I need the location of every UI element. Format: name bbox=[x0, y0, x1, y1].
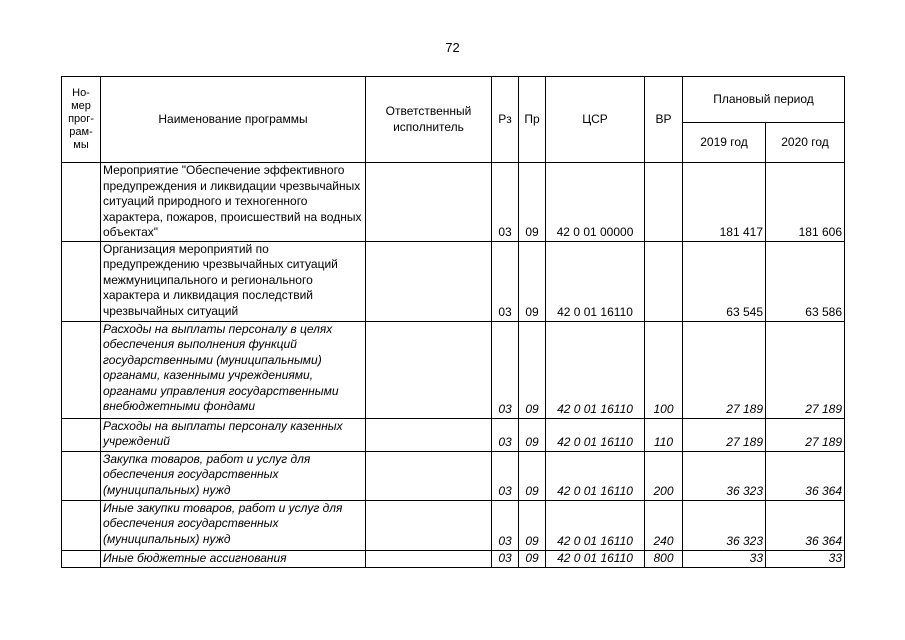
csr-cell: 42 0 01 16110 bbox=[546, 321, 645, 418]
amount-2020-cell: 181 606 bbox=[766, 163, 845, 242]
program-name-cell: Организация мероприятий по предупреждению чрезвычайных ситуаций межмуниципального и регионального характера и ликвидация последствий чрезвычайных ситуаций bbox=[101, 241, 366, 321]
program-name-cell: Иные закупки товаров, работ и услуг для обеспечения государственных (муниципальных) нужд bbox=[101, 500, 366, 550]
amount-2019-cell: 36 323 bbox=[683, 451, 766, 500]
amount-2019-cell: 63 545 bbox=[683, 241, 766, 321]
program-name-cell: Иные бюджетные ассигнования bbox=[101, 550, 366, 567]
amount-2019-cell: 181 417 bbox=[683, 163, 766, 242]
vr-cell: 110 bbox=[645, 418, 683, 451]
vr-cell: 800 bbox=[645, 550, 683, 567]
amount-2020-cell: 36 364 bbox=[766, 500, 845, 550]
rz-cell: 03 bbox=[492, 163, 519, 242]
rz-cell: 03 bbox=[492, 550, 519, 567]
header-pr: Пр bbox=[519, 77, 546, 163]
pr-cell: 09 bbox=[519, 241, 546, 321]
program-number-cell bbox=[62, 451, 101, 500]
amount-2020-cell: 36 364 bbox=[766, 451, 845, 500]
vr-cell: 100 bbox=[645, 321, 683, 418]
amount-2019-cell: 36 323 bbox=[683, 500, 766, 550]
amount-2020-cell: 27 189 bbox=[766, 418, 845, 451]
header-executor: Ответственный исполнитель bbox=[366, 77, 492, 163]
page-number: 72 bbox=[445, 40, 460, 55]
header-vr: ВР bbox=[645, 77, 683, 163]
csr-cell: 42 0 01 00000 bbox=[546, 163, 645, 242]
executor-cell bbox=[366, 550, 492, 567]
table-row bbox=[62, 451, 845, 500]
executor-cell bbox=[366, 418, 492, 451]
pr-cell: 09 bbox=[519, 500, 546, 550]
program-name-cell: Закупка товаров, работ и услуг для обеспечения государственных (муниципальных) нужд bbox=[101, 451, 366, 500]
program-number-cell bbox=[62, 550, 101, 567]
header-year-2020: 2020 год bbox=[766, 123, 845, 163]
vr-cell bbox=[645, 241, 683, 321]
executor-cell bbox=[366, 241, 492, 321]
csr-cell: 42 0 01 16110 bbox=[546, 500, 645, 550]
vr-cell: 240 bbox=[645, 500, 683, 550]
vr-cell bbox=[645, 163, 683, 242]
amount-2020-cell: 63 586 bbox=[766, 241, 845, 321]
table-row bbox=[62, 550, 845, 567]
vr-cell: 200 bbox=[645, 451, 683, 500]
executor-cell bbox=[366, 500, 492, 550]
program-number-cell bbox=[62, 321, 101, 418]
amount-2020-cell: 27 189 bbox=[766, 321, 845, 418]
csr-cell: 42 0 01 16110 bbox=[546, 451, 645, 500]
amount-2019-cell: 27 189 bbox=[683, 418, 766, 451]
table-row bbox=[62, 241, 845, 321]
program-number-cell bbox=[62, 500, 101, 550]
header-planned-period: Плановый период bbox=[683, 77, 845, 123]
header-program-name: Наименование программы bbox=[101, 77, 366, 163]
pr-cell: 09 bbox=[519, 163, 546, 242]
program-number-cell bbox=[62, 241, 101, 321]
pr-cell: 09 bbox=[519, 321, 546, 418]
pr-cell: 09 bbox=[519, 418, 546, 451]
program-number-cell bbox=[62, 418, 101, 451]
pr-cell: 09 bbox=[519, 550, 546, 567]
table-row bbox=[62, 418, 845, 451]
executor-cell bbox=[366, 321, 492, 418]
executor-cell bbox=[366, 163, 492, 242]
rz-cell: 03 bbox=[492, 241, 519, 321]
table-row bbox=[62, 500, 845, 550]
header-year-2019: 2019 год bbox=[683, 123, 766, 163]
program-name-cell: Расходы на выплаты персоналу в целях обеспечения выполнения функций государственными (муниципальными) органами, казенными учреждениями, органами управления государственными внебюджетными фондами bbox=[101, 321, 366, 418]
rz-cell: 03 bbox=[492, 321, 519, 418]
pr-cell: 09 bbox=[519, 451, 546, 500]
table-row bbox=[62, 163, 845, 242]
amount-2019-cell: 33 bbox=[683, 550, 766, 567]
rz-cell: 03 bbox=[492, 418, 519, 451]
header-rz: Рз bbox=[492, 77, 519, 163]
csr-cell: 42 0 01 16110 bbox=[546, 418, 645, 451]
rz-cell: 03 bbox=[492, 500, 519, 550]
csr-cell: 42 0 01 16110 bbox=[546, 241, 645, 321]
amount-2019-cell: 27 189 bbox=[683, 321, 766, 418]
csr-cell: 42 0 01 16110 bbox=[546, 550, 645, 567]
program-number-cell bbox=[62, 163, 101, 242]
header-csr: ЦСР bbox=[546, 77, 645, 163]
table-row bbox=[62, 321, 845, 418]
program-name-cell: Мероприятие "Обеспечение эффективного предупреждения и ликвидации чрезвычайных ситуаций природного и техногенного характера, пожаров, происшествий на водных объектах" bbox=[101, 163, 366, 242]
rz-cell: 03 bbox=[492, 451, 519, 500]
amount-2020-cell: 33 bbox=[766, 550, 845, 567]
budget-table bbox=[61, 76, 845, 568]
header-program-number: Но-мер прог-рам-мы bbox=[62, 77, 101, 163]
program-name-cell: Расходы на выплаты персоналу казенных учреждений bbox=[101, 418, 366, 451]
executor-cell bbox=[366, 451, 492, 500]
